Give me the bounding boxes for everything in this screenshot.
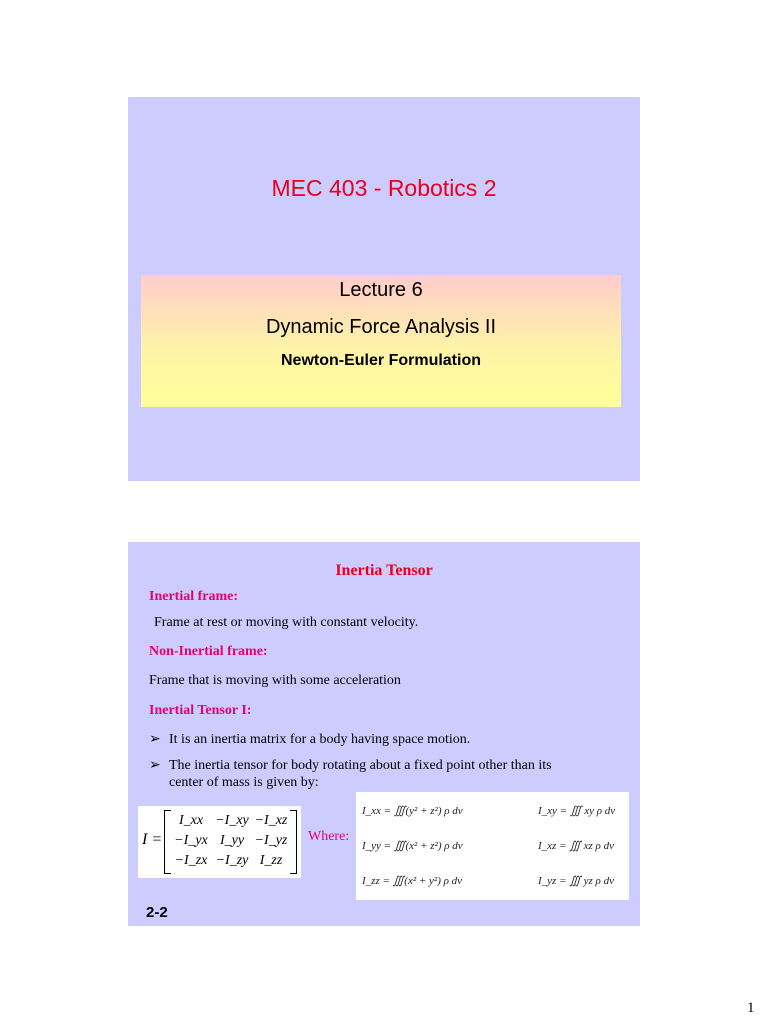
integral-iyz: I_yz = ∭ yz ρ dv [538, 875, 614, 887]
lecture-topic: Dynamic Force Analysis II [265, 316, 497, 338]
integral-ixx: I_xx = ∭(y² + z²) ρ dv [362, 805, 463, 817]
inertia-tensor-slide [128, 542, 640, 926]
matrix-cell: I_xx [178, 813, 204, 828]
matrix-cell: −I_xz [254, 813, 288, 828]
bullet-item [149, 731, 471, 748]
slide-title: Inertia Tensor [335, 562, 433, 579]
arrow-bullet-icon: ➢ [149, 758, 161, 773]
bullet-text: It is an inertia matrix for a body having space motion. [169, 732, 471, 747]
course-title: MEC 403 - Robotics 2 [271, 175, 497, 201]
integral-iyy: I_yy = ∭(x² + z²) ρ dv [362, 840, 463, 852]
matrix-cell: I_yy [219, 833, 245, 848]
right-bracket [290, 810, 297, 874]
non-inertial-frame-label: Non-Inertial frame: [149, 644, 268, 659]
matrix-lhs: I = [142, 831, 163, 848]
inertial-tensor-label: Inertial Tensor I: [149, 703, 252, 718]
matrix-cell: −I_zx [174, 853, 208, 868]
slide-page-code: 2-2 [146, 904, 168, 921]
title-slide [128, 97, 640, 481]
matrix-cell: −I_yz [254, 833, 288, 848]
bullet-text: The inertia tensor for body rotating about a fixed point other than its center of mass is given by: [169, 758, 552, 790]
matrix-cell: −I_zy [215, 853, 249, 868]
integral-izz: I_zz = ∭(x² + y²) ρ dv [362, 875, 463, 887]
integral-ixy: I_xy = ∭ xy ρ dv [538, 805, 616, 817]
non-inertial-frame-text: Frame that is moving with some acceleration [149, 673, 401, 688]
where-label: Where: [308, 829, 350, 844]
bullet-item [149, 757, 552, 790]
lecture-number: Lecture 6 [339, 279, 423, 301]
inertia-matrix [138, 806, 301, 878]
inertial-frame-text: Frame at rest or moving with constant velocity. [154, 615, 419, 630]
lecture-subtopic: Newton-Euler Formulation [281, 352, 481, 369]
moment-integrals [356, 792, 629, 900]
matrix-cell: −I_xy [215, 813, 249, 828]
page-number: 1 [747, 1000, 755, 1016]
matrix-cell: I_zz [259, 853, 283, 868]
integral-ixz: I_xz = ∭ xz ρ dv [538, 840, 614, 852]
inertial-frame-label: Inertial frame: [149, 589, 239, 604]
lecture-banner [141, 275, 621, 407]
arrow-bullet-icon: ➢ [149, 732, 161, 747]
left-bracket [164, 810, 171, 874]
matrix-cell: −I_yx [174, 833, 208, 848]
